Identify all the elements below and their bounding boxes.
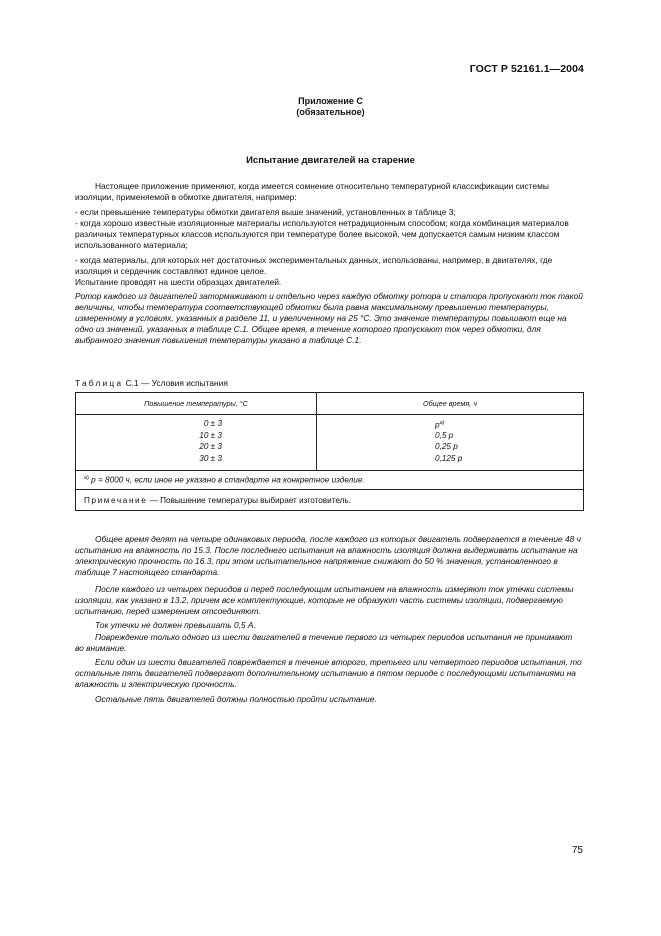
table-header-row [76, 393, 584, 415]
appendix-title: Приложение С [298, 96, 363, 106]
table-cell: 20 ± 3 [199, 442, 222, 452]
test-procedure-paragraph: Ротор каждого из двигателей затормаживают и отдельно через каждую обмотку ротора и статора пропускают ток такой величины, чтобы температура соответствующей обмотки была равна максимальному превышению температуры, измеренному в условиях, указанных в разделе 11, и увеличенному на 25 °С. Это значение температуры повышают еще на одно из значений, указанных в таблице С.1. Общее время, в течение которого пропускают ток через обмотки, для выбранного значения повышения температуры указано в таблице С.1. [75, 291, 583, 346]
after-paragraph: Повреждение только одного из шести двигателей в течение первого из четырех периодов испытания не принимают во внимание. [75, 632, 573, 654]
table-footnote [76, 471, 584, 490]
table-cell: 0,125 p [435, 453, 463, 463]
table-caption [75, 378, 228, 388]
temperature-values [76, 415, 317, 471]
footnote-mark: а) [84, 475, 89, 482]
table-values-row [76, 415, 584, 471]
intro-list-item: - если превышение температуры обмотки двигателя выше значений, установленных в таблице 3; [75, 207, 456, 217]
intro-paragraph: Испытание проводят на шести образцах двигателей. [75, 277, 282, 287]
table-cell: 30 ± 3 [199, 453, 222, 463]
after-paragraph: Общее время делят на четыре одинаковых периода, после каждого из которых двигатель подвергается в течение 48 ч испытанию на влажность по 15.3. После последнего испытания на влажность изоляция должна выдерживать испытание на электрическую прочность по 16.3, при этом испытательное напряжение снижают до 50 % значения, установленного в таблице 7 настоящего стандарта. [75, 534, 581, 578]
appendix-heading [0, 96, 661, 118]
time-value-p: p [435, 420, 440, 430]
conditions-table [75, 392, 584, 511]
page-number: 75 [571, 845, 583, 856]
table-cell: 10 ± 3 [199, 430, 222, 440]
table-cell [435, 418, 583, 430]
column-header-time: Общее время, ч [317, 393, 584, 415]
after-paragraph: После каждого из четырех периодов и перед последующим испытанием на влажность измеряют ток утечки системы изоляции, как указано в 13.2, причем все комплектующие, которые не образуют часть системы изоляции, подвергаемую испытанию, перед измерением отсоединяют. [75, 584, 574, 617]
footnote-text: p = 8000 ч, если иное не указано в стандарте на конкретное изделие. [91, 475, 365, 485]
after-paragraph: Ток утечки не должен превышать 0,5 А. [95, 620, 256, 630]
table-note-row [76, 490, 584, 511]
after-paragraph: Если один из шести двигателей повреждается в течение второго, третьего или четвертого периодов испытания, то остальные пять двигателей подвергают дополнительному испытанию в пятом периоде с последующими испытаниями на влажность и электрическую прочность. [75, 657, 582, 690]
time-values [317, 415, 584, 471]
appendix-status: (обязательное) [296, 107, 365, 117]
intro-list-item: - когда хорошо известные изоляционные материалы используются нетрадиционным способом; когда комбинация материалов различных температурных классов используются при температуре более высокой, чем допускается самым низким классом использованного материала; [75, 218, 569, 251]
section-title: Испытание двигателей на старение [246, 155, 415, 166]
intro-paragraph: Настоящее приложение применяют, когда имеется сомнение относительно температурной классификации системы изоляции, применяемой в обмотке двигателя, например: [75, 181, 549, 203]
after-paragraph: Остальные пять двигателей должны полностью пройти испытание. [95, 694, 377, 704]
table-cell: 0 ± 3 [203, 419, 222, 428]
column-header-temperature: Повышение температуры, °С [76, 393, 317, 415]
intro-list-item: - когда материалы, для которых нет достаточных экспериментальных данных, использованы, например, в двигателях, где изоляция и сердечник составляют единое целое. [75, 255, 553, 277]
footnote-ref: а) [439, 420, 445, 426]
table-cell: 0,25 p [435, 442, 458, 452]
table-caption-prefix: Таблица [75, 378, 124, 388]
table-caption-text: С.1 — Условия испытания [125, 378, 228, 388]
table-cell: 0,5 p [435, 430, 454, 440]
note-prefix: Примечание [84, 495, 148, 505]
standard-id: ГОСТ Р 52161.1—2004 [469, 63, 584, 75]
table-note [76, 490, 584, 511]
note-text: — Повышение температуры выбирает изготовитель. [149, 495, 351, 505]
table-footnote-row [76, 471, 584, 490]
